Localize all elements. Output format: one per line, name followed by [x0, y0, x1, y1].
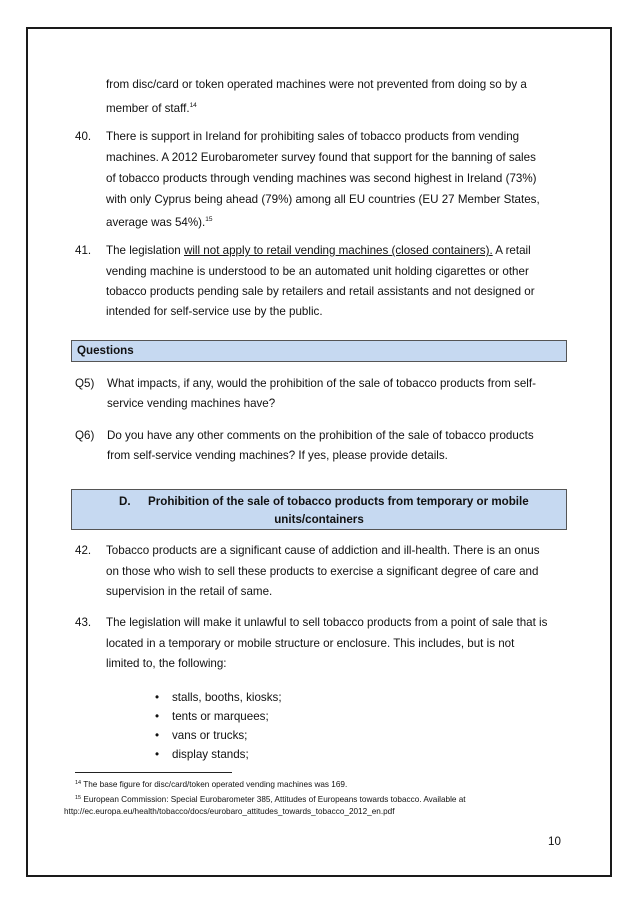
question-label-q5: Q5) — [75, 377, 95, 390]
footnote-ref-15: 15 — [205, 216, 213, 223]
paragraph-41-emphasis: will not apply to retail vending machines (closed containers). — [183, 244, 493, 257]
paragraph-42-line: on those who wish to sell these products to exercise a significant degree of care and — [106, 565, 539, 578]
section-d-title-line2: units/containers — [274, 513, 364, 526]
question-label-q6: Q6) — [75, 429, 95, 442]
questions-title: Questions — [77, 344, 134, 357]
paragraph-41-line: vending machine is understood to be an automated unit holding cigarettes or other — [106, 265, 529, 278]
bullet-icon: • — [155, 729, 160, 742]
paragraph-43-line: limited to, the following: — [106, 657, 227, 670]
paragraph-41-lead: The legislation — [106, 244, 184, 257]
paragraph-41-tail: A retail — [492, 244, 531, 257]
bullet-icon: • — [155, 710, 160, 723]
paragraph-42-line: supervision in the retail of same. — [106, 585, 273, 598]
list-item: display stands; — [172, 748, 249, 761]
paragraph-number-43: 43. — [75, 616, 92, 629]
paragraph-number-40: 40. — [75, 130, 92, 143]
footnote-ref-14: 14 — [189, 102, 197, 109]
list-item: tents or marquees; — [172, 710, 269, 723]
continuation-line — [106, 96, 197, 119]
paragraph-40-line: with only Cyprus being ahead (79%) among all EU countries (EU 27 Member States, — [106, 193, 540, 206]
question-q6-line: Do you have any other comments on the prohibition of the sale of tobacco products — [107, 429, 534, 442]
paragraph-number-42: 42. — [75, 544, 92, 557]
question-q5-line: What impacts, if any, would the prohibition of the sale of tobacco products from self- — [107, 377, 536, 390]
continuation-line: from disc/card or token operated machines were not prevented from doing so by a — [106, 78, 527, 91]
list-item: stalls, booths, kiosks; — [172, 691, 282, 704]
footnote-separator — [75, 772, 232, 773]
section-d-title-line1: Prohibition of the sale of tobacco products from temporary or mobile — [148, 495, 529, 508]
paragraph-43-line: The legislation will make it unlawful to sell tobacco products from a point of sale that is — [106, 616, 548, 629]
paragraph-41-line — [106, 241, 531, 261]
paragraph-41-line: intended for self-service use by the public. — [106, 305, 323, 318]
paragraph-40-line: There is support in Ireland for prohibiting sales of tobacco products from vending — [106, 130, 520, 143]
paragraph-40-line — [106, 210, 212, 233]
section-d-header — [71, 489, 567, 530]
section-d-letter: D. — [119, 495, 131, 508]
page-number: 10 — [548, 835, 561, 848]
continuation-text: member of staff. — [106, 102, 190, 115]
paragraph-42-line: Tobacco products are a significant cause of addiction and ill-health. There is an onus — [106, 544, 540, 557]
footnote-15-link[interactable]: http://ec.europa.eu/health/tobacco/docs/eurobaro_attitudes_towards_tobacco_2012_en.pdf — [64, 807, 395, 816]
footnote-14 — [75, 777, 347, 791]
paragraph-number-41: 41. — [75, 244, 92, 257]
questions-header — [71, 340, 567, 362]
footnote-14-text: The base figure for disc/card/token operated vending machines was 169. — [81, 780, 348, 789]
list-item: vans or trucks; — [172, 729, 248, 742]
paragraph-43-line: located in a temporary or mobile structure or enclosure. This includes, but is not — [106, 637, 515, 650]
paragraph-40-line: of tobacco products through vending machines was second highest in Ireland (73%) — [106, 172, 537, 185]
footnote-mark-15: 15 — [75, 795, 82, 801]
paragraph-40-line: machines. A 2012 Eurobarometer survey found that support for the banning of sales — [106, 151, 536, 164]
bullet-icon: • — [155, 748, 160, 761]
footnote-mark-14: 14 — [75, 780, 82, 786]
question-q6-line: from self-service vending machines? If yes, please provide details. — [107, 449, 448, 462]
footnote-15 — [75, 792, 466, 806]
paragraph-40-text: average was 54%). — [106, 216, 206, 229]
bullet-icon: • — [155, 691, 160, 704]
footnote-15-text: European Commission: Special Eurobarometer 385, Attitudes of Europeans towards tobacco. Available at — [81, 795, 466, 804]
paragraph-41-line: tobacco products pending sale by retailers and retail assistants and not designed or — [106, 285, 535, 298]
question-q5-line: service vending machines have? — [107, 397, 276, 410]
